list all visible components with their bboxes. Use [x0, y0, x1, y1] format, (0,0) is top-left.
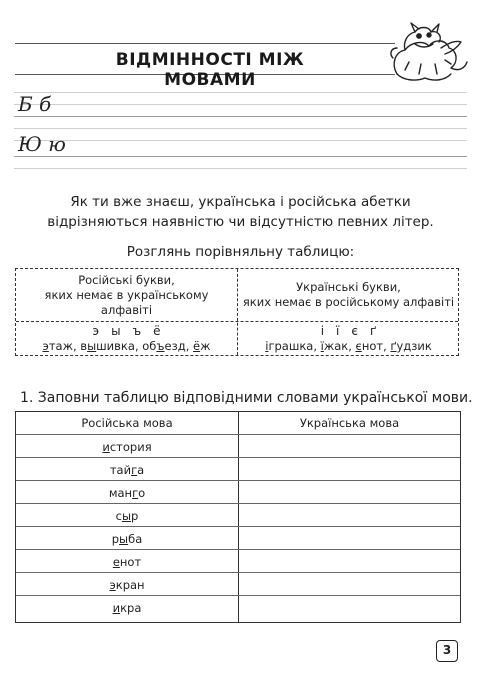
- comparison-table: [15, 268, 459, 356]
- intro-line: Як ти вже знаєш, українська і російська абетки: [70, 194, 411, 210]
- fill-table: [15, 411, 461, 623]
- table-row: манго: [108, 486, 146, 500]
- practice-line: [14, 128, 467, 129]
- russian-letters: э ы ъ ё: [92, 324, 161, 338]
- table-row: рыба: [111, 532, 143, 546]
- ukrainian-letters: і ї є ґ: [320, 324, 377, 338]
- table-row: экран: [109, 578, 145, 592]
- page-number: 3: [436, 640, 458, 662]
- table-row: енот: [112, 555, 142, 569]
- russian-header: Російські букви, яких немає в українському алфавіті: [44, 273, 209, 317]
- handwriting-sample: Б б: [18, 92, 52, 116]
- intro-line: відрізняються наявністю чи відсутністю певних літер.: [47, 214, 434, 230]
- col-header-russian: Російська мова: [81, 416, 173, 430]
- table-row: сыр: [115, 509, 139, 523]
- col-header-ukrainian: Українська мова: [299, 416, 400, 430]
- russian-examples: этаж, вышивка, объезд, ёж: [42, 339, 211, 353]
- table-row: тайга: [109, 463, 145, 477]
- handwriting-sample: Ю ю: [18, 132, 66, 156]
- practice-baseline: [14, 156, 467, 157]
- practice-baseline: [14, 116, 467, 117]
- dragon-icon: [385, 18, 470, 88]
- task-instruction: 1. Заповни таблицю відповідними словами української мови.: [20, 390, 473, 406]
- title-rule-top: [15, 43, 395, 44]
- table-row: история: [102, 440, 152, 454]
- comparison-subtitle: Розглянь порівняльну таблицю:: [126, 244, 355, 260]
- table-row: икра: [112, 601, 142, 615]
- ukrainian-examples: іграшка, їжак, єнот, ґудзик: [265, 339, 432, 353]
- ukrainian-header: Українські букви, яких немає в російському алфавіті: [242, 280, 455, 309]
- practice-line: [14, 140, 467, 141]
- practice-line: [14, 92, 467, 93]
- practice-line: [14, 104, 467, 105]
- page-title: ВІДМІННОСТІ МІЖ МОВАМИ: [115, 50, 305, 90]
- practice-line: [14, 168, 467, 169]
